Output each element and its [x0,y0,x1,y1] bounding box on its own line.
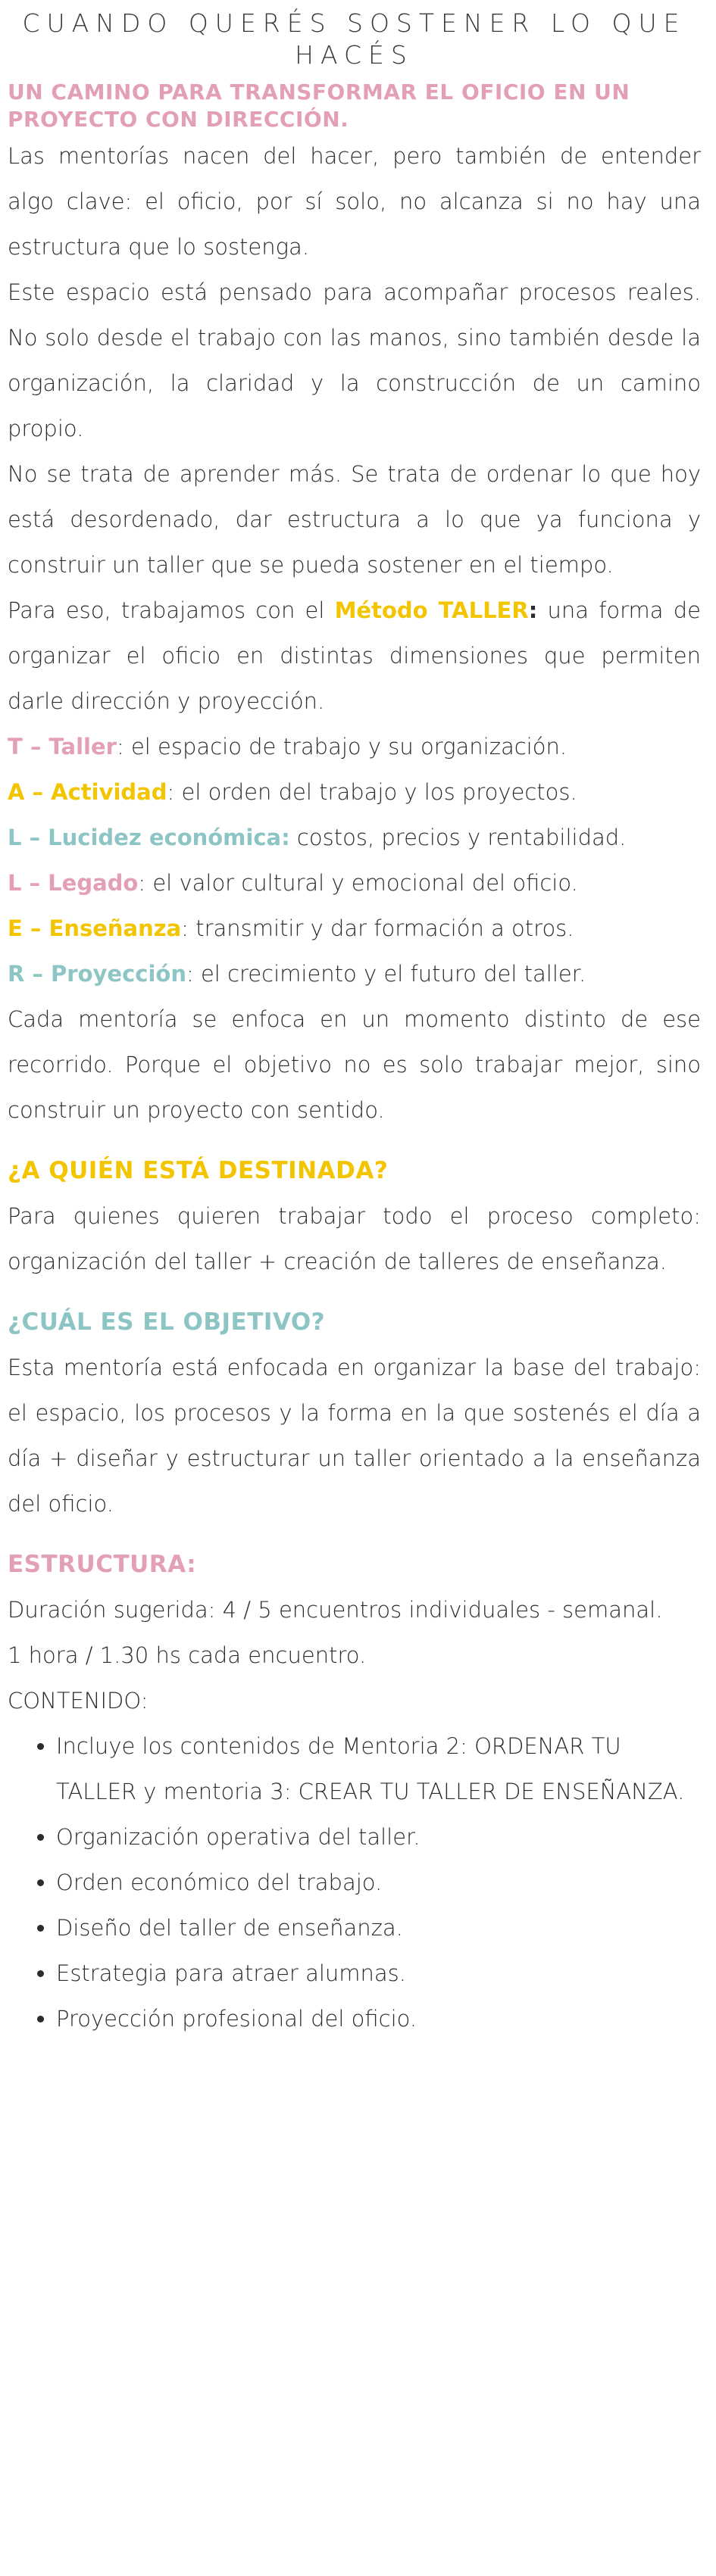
structure-heading: ESTRUCTURA: [8,1551,197,1578]
method-item-desc: costos, precios y rentabilidad. [289,825,627,850]
structure-session: 1 hora / 1.30 hs cada encuentro. [8,1642,367,1668]
intro-paragraph-2: Este espacio está pensado para acompañar procesos reales. No solo desde el trabajo con las manos, sino también desde la organización, la claridad y la construcción de un camino propio. [8,279,701,441]
method-item-t [8,724,701,769]
content-list-item: • Incluye los contenidos de Mentoria 2: ORDENAR TU TALLER y mentoria 3: CREAR TU TALLER DE ENSEÑANZA. [56,1723,701,1814]
page-title: CUANDO QUERÉS SOSTENER LO QUE HACÉS [22,8,686,70]
method-item-key: E – Enseñanza [8,915,182,941]
intro-paragraph-1: Las mentorías nacen del hacer, pero también de entender algo clave: el oficio, por sí solo, no alcanza si no hay una estructura que lo sostenga. [8,143,701,260]
method-item-desc: : el valor cultural y emocional del oficio. [138,870,578,896]
method-paragraph-after: una forma de organizar el oficio en distintas dimensiones que permiten darle dirección y proyección. [8,597,701,714]
objective-heading: ¿CUÁL ES EL OBJETIVO? [8,1308,326,1336]
method-item-desc: : transmitir y dar formación a otros. [181,915,574,941]
method-paragraph-before: Para eso, trabajamos con el [8,597,335,623]
objective-text: Esta mentoría está enfocada en organizar la base del trabajo: el espacio, los procesos y la forma en la que sostenés el día a día + diseñar y estructurar un taller orientado a la enseñanza del oficio. [8,1355,701,1517]
content-list-item: • Orden económico del trabajo. [56,1860,701,1905]
method-item-key: L – Legado [8,870,139,896]
structure-content-label: CONTENIDO: [8,1688,149,1714]
content-list-item: • Diseño del taller de enseñanza. [56,1905,701,1951]
method-paragraph [8,588,701,724]
method-item-desc: : el orden del trabajo y los proyectos. [167,779,577,805]
method-colon: : [528,597,538,623]
page-subtitle: UN CAMINO PARA TRANSFORMAR EL OFICIO EN UN PROYECTO CON DIRECCIÓN. [8,80,630,132]
method-item-key: L – Lucidez económica: [8,825,290,850]
method-item-desc: : el espacio de trabajo y su organización. [116,734,567,759]
method-item-r [8,951,701,996]
method-item-e [8,906,701,951]
method-item-key: R – Proyección [8,961,186,987]
closing-paragraph: Cada mentoría se enfoca en un momento distinto de ese recorrido. Porque el objetivo no es solo trabajar mejor, sino construir un proyecto con sentido. [8,1006,701,1123]
method-item-a [8,769,701,815]
method-item-desc: : el crecimiento y el futuro del taller. [186,961,586,987]
method-item-l1 [8,815,701,860]
audience-text: Para quienes quieren trabajar todo el proceso completo: organización del taller + creación de talleres de enseñanza. [8,1203,701,1274]
structure-duration: Duración sugerida: 4 / 5 encuentros individuales - semanal. [8,1597,663,1623]
intro-paragraph-3: No se trata de aprender más. Se trata de ordenar lo que hoy está desordenado, dar estructura a lo que ya funciona y construir un taller que se pueda sostener en el tiempo. [8,461,701,578]
method-item-l2 [8,860,701,906]
content-list-item: • Proyección profesional del oficio. [56,1996,701,2041]
method-name: Método TALLER [334,597,529,623]
content-list [8,1723,701,2041]
content-list-item: • Organización operativa del taller. [56,1814,701,1860]
method-item-key: T – Taller [8,734,117,759]
method-item-key: A – Actividad [8,779,167,805]
method-list [8,724,701,996]
content-list-item: • Estrategia para atraer alumnas. [56,1951,701,1996]
audience-heading: ¿A QUIÉN ESTÁ DESTINADA? [8,1157,389,1184]
